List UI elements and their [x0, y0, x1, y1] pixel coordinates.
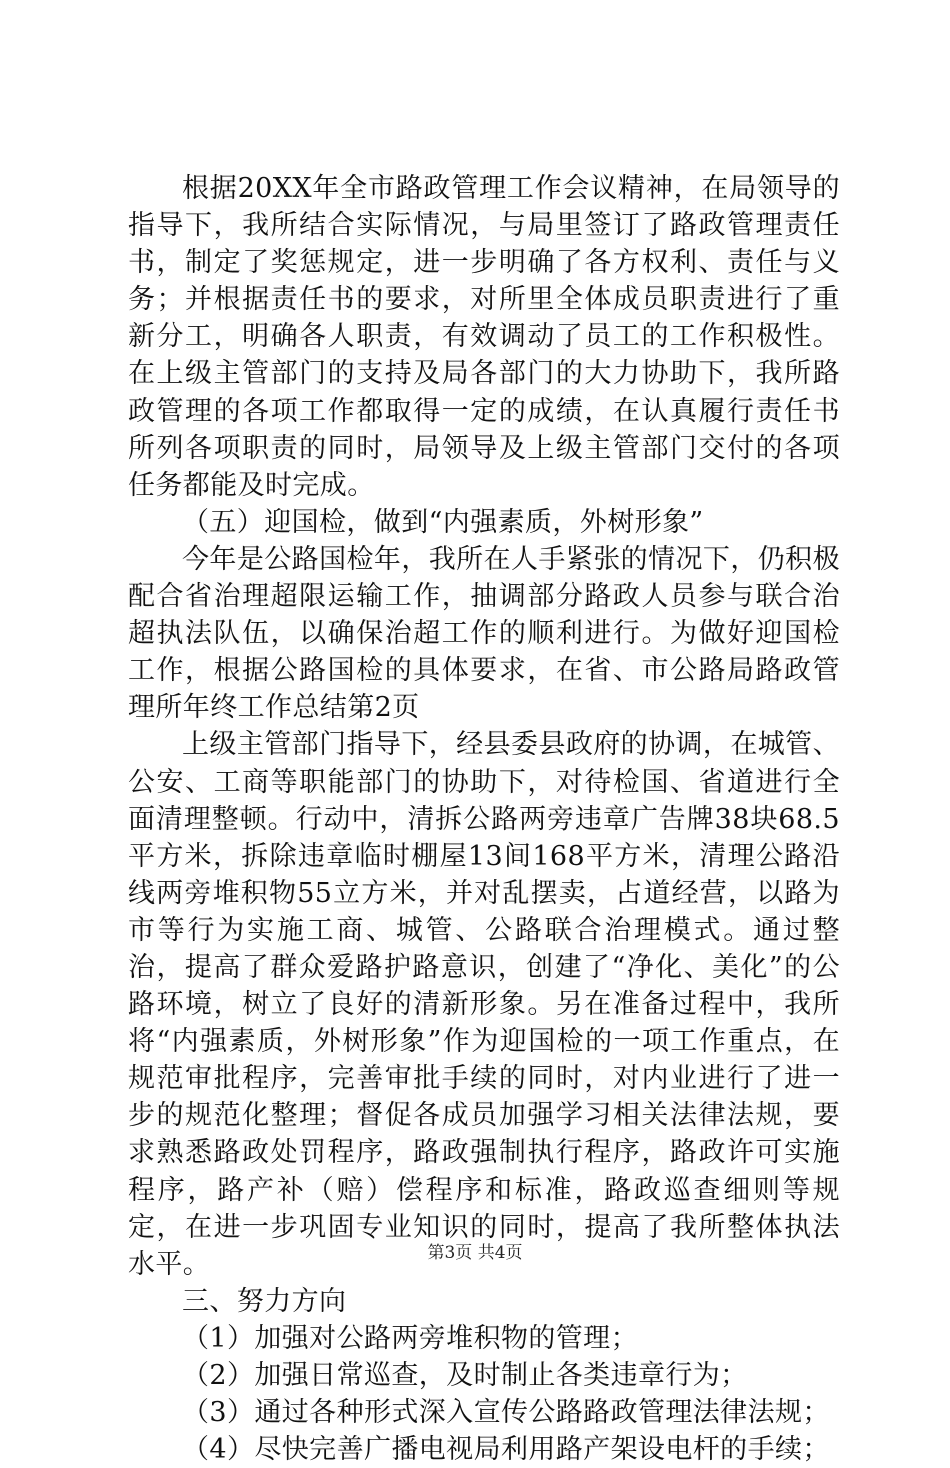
- page-number: 第3页 共4页: [427, 1243, 523, 1263]
- paragraph-cleanup-actions: 上级主管部门指导下，经县委县政府的协调，在城管、公安、工商等职能部门的协助下，对待检国、省道进行全面清理整顿。行动中，清拆公路两旁违章广告牌38块68.5平方米，拆除违章临时棚屋13间168平方米，清理公路沿线两旁堆积物55立方米，并对乱摆卖，占道经营，以路为市等行为实施工商、城管、公路联合治理模式。通过整治，提高了群众爱路护路意识，创建了“净化、美化”的公路环境，树立了良好的清新形象。另在准备过程中，我所将“内强素质，外树形象”作为迎国检的一项工作重点，在规范审批程序，完善审批手续的同时，对内业进行了进一步的规范化整理；督促各成员加强学习相关法律法规，要求熟悉路政处罚程序，路政强制执行程序，路政许可实施程序，路产补（赔）偿程序和标准，路政巡查细则等规定，在进一步巩固专业知识的同时，提高了我所整体执法水平。: [128, 729, 840, 1280]
- section-heading-national-inspection: （五）迎国检，做到“内强素质，外树形象”: [182, 506, 704, 538]
- list-item: （4）尽快完善广播电视局利用路产架设电杆的手续；: [182, 1434, 830, 1466]
- list-item: （3）通过各种形式深入宣传公路路政管理法律法规；: [182, 1397, 830, 1429]
- paragraph-national-inspection: 今年是公路国检年，我所在人手紧张的情况下，仍积极配合省治理超限运输工作，抽调部分路政人员参与联合治超执法队伍，以确保治超工作的顺利进行。为做好迎国检工作，根据公路国检的具体要求，在省、市公路局路政管理所年终工作总结第2页: [128, 543, 840, 724]
- section-heading-direction: 三、努力方向: [182, 1285, 347, 1317]
- list-item: （1）加强对公路两旁堆积物的管理；: [182, 1322, 638, 1354]
- list-item: （2）加强日常巡查，及时制止各类违章行为；: [182, 1360, 748, 1391]
- page-footer: [0, 1242, 950, 1264]
- document-body: [128, 170, 840, 1468]
- paragraph-responsibility: 根据20XX年全市路政管理工作会议精神，在局领导的指导下，我所结合实际情况，与局里签订了路政管理责任书，制定了奖惩规定，进一步明确了各方权利、责任与义务；并根据责任书的要求，对所里全体成员职责进行了重新分工，明确各人职责，有效调动了员工的工作积极性。在上级主管部门的支持及局各部门的大力协助下，我所路政管理的各项工作都取得一定的成绩，在认真履行责任书所列各项职责的同时，局领导及上级主管部门交付的各项任务都能及时完成。: [128, 173, 840, 501]
